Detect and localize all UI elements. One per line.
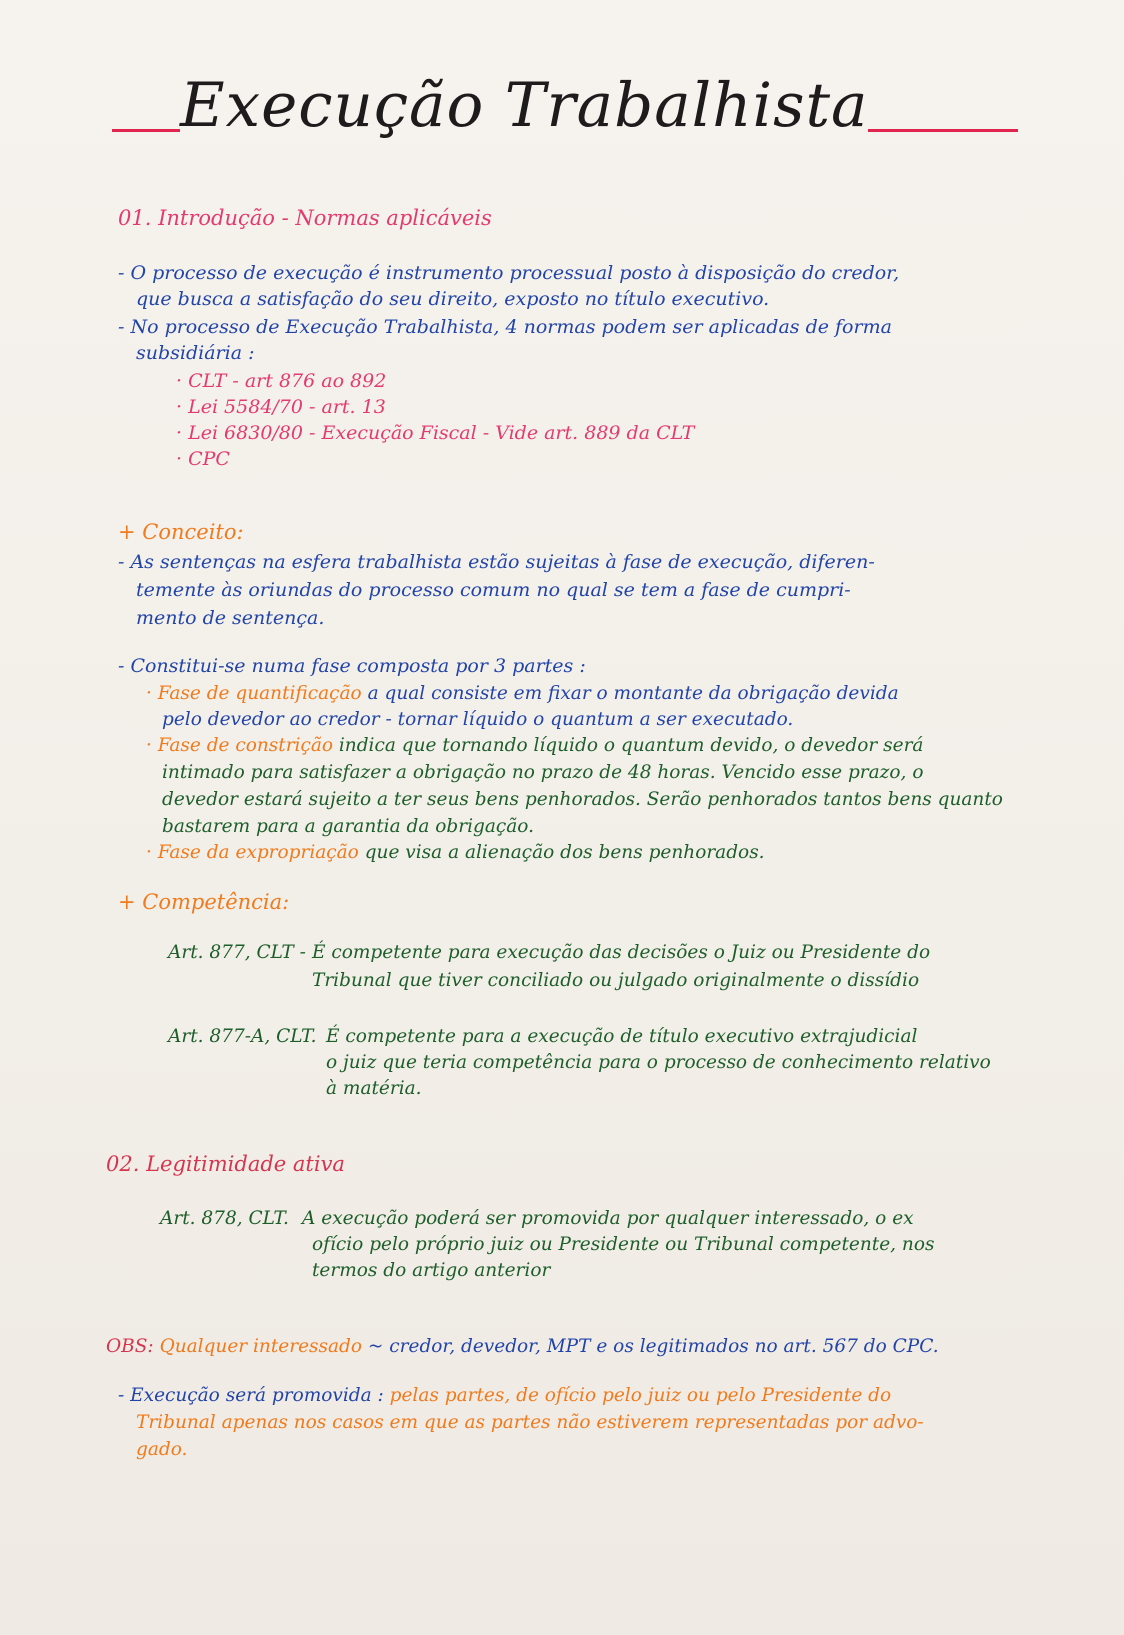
title-rule-left	[112, 129, 180, 132]
phase-quantificacao-term: · Fase de quantificação	[146, 683, 362, 704]
competencia-art877a-line2: o juiz que teria competência para o processo de conhecimento relativo	[326, 1052, 991, 1073]
obs-label: OBS:	[106, 1336, 154, 1357]
conceito-p1-line1: - As sentenças na esfera trabalhista estão sujeitas à fase de execução, diferen-	[118, 551, 875, 573]
phase-constricao-line1	[146, 735, 923, 756]
obs-text: ~ credor, devedor, MPT e os legitimados no art. 567 do CPC.	[362, 1336, 939, 1357]
obs-line	[106, 1336, 939, 1357]
conceito-p1-line3: mento de sentença.	[136, 607, 325, 629]
execucao-line1	[118, 1385, 891, 1406]
conceito-heading: + Conceito:	[118, 520, 244, 544]
legitimidade-art878-line2: ofício pelo próprio juiz ou Presidente ou Tribunal competente, nos	[312, 1234, 935, 1255]
page-title: Execução Trabalhista	[180, 70, 869, 141]
competencia-heading: + Competência:	[118, 890, 290, 914]
phase-expropriacao-term: · Fase da expropriação	[146, 842, 359, 863]
conceito-p2-intro: - Constitui-se numa fase composta por 3 partes :	[118, 655, 586, 677]
title-rule-right	[868, 129, 1018, 132]
legitimidade-art878-line1: A execução poderá ser promovida por qualquer interessado, o ex	[302, 1208, 914, 1229]
execucao-text: pelas partes, de ofício pelo juiz ou pelo Presidente do	[383, 1385, 892, 1406]
phase-quantificacao-text: a qual consiste em fixar o montante da obrigação devida	[361, 683, 899, 704]
intro-p1-line1: - O processo de execução é instrumento processual posto à disposição do credor,	[118, 262, 900, 284]
phase-expropriacao-line1	[146, 842, 765, 863]
legitimidade-art878-line3: termos do artigo anterior	[312, 1260, 551, 1281]
competencia-art877a-line1: É competente para a execução de título executivo extrajudicial	[326, 1026, 918, 1047]
phase-constricao-term: · Fase de constrição	[146, 735, 333, 756]
competencia-art877a-line3: à matéria.	[326, 1078, 422, 1099]
phase-quantificacao-line1	[146, 683, 899, 704]
execucao-line2: Tribunal apenas nos casos em que as partes não estiverem representadas por advo-	[136, 1412, 924, 1433]
intro-p2-line1: - No processo de Execução Trabalhista, 4 normas podem ser aplicadas de forma	[118, 316, 892, 338]
legitimidade-heading: 02. Legitimidade ativa	[106, 1152, 345, 1176]
competencia-art877-line2: Tribunal que tiver conciliado ou julgado originalmente o dissídio	[312, 970, 920, 991]
conceito-p1-line2: temente às oriundas do processo comum no qual se tem a fase de cumpri-	[136, 579, 851, 601]
phase-constricao-text: indica que tornando líquido o quantum devido, o devedor será	[333, 735, 924, 756]
norm-item: · Lei 6830/80 - Execução Fiscal - Vide art. 889 da CLT	[176, 422, 695, 444]
intro-p2-line2: subsidiária :	[136, 342, 255, 364]
norm-item: · Lei 5584/70 - art. 13	[176, 396, 386, 418]
legitimidade-art878-ref: Art. 878, CLT.	[160, 1208, 289, 1229]
phase-constricao-line2: intimado para satisfazer a obrigação no prazo de 48 horas. Vencido esse prazo, o	[162, 762, 924, 783]
intro-p1-line2: que busca a satisfação do seu direito, exposto no título executivo.	[136, 288, 770, 310]
norm-item: · CPC	[176, 448, 230, 470]
execucao-lead: - Execução será promovida :	[118, 1385, 384, 1406]
norm-item: · CLT - art 876 ao 892	[176, 370, 387, 392]
competencia-art877-line1: É competente para execução das decisões o Juiz ou Presidente do	[312, 942, 931, 963]
phase-constricao-line3: devedor estará sujeito a ter seus bens penhorados. Serão penhorados tantos bens quanto	[162, 789, 1003, 810]
phase-quantificacao-line2: pelo devedor ao credor - tornar líquido o quantum a ser executado.	[162, 709, 794, 730]
competencia-art877a-ref: Art. 877-A, CLT.	[168, 1026, 317, 1047]
competencia-art877-ref: Art. 877, CLT -	[168, 942, 306, 963]
execucao-line3: gado.	[136, 1439, 188, 1460]
phase-constricao-line4: bastarem para a garantia da obrigação.	[162, 816, 534, 837]
obs-term: Qualquer interessado	[159, 1336, 363, 1357]
intro-heading: 01. Introdução - Normas aplicáveis	[118, 206, 492, 230]
phase-expropriacao-text: que visa a alienação dos bens penhorados.	[358, 842, 765, 863]
